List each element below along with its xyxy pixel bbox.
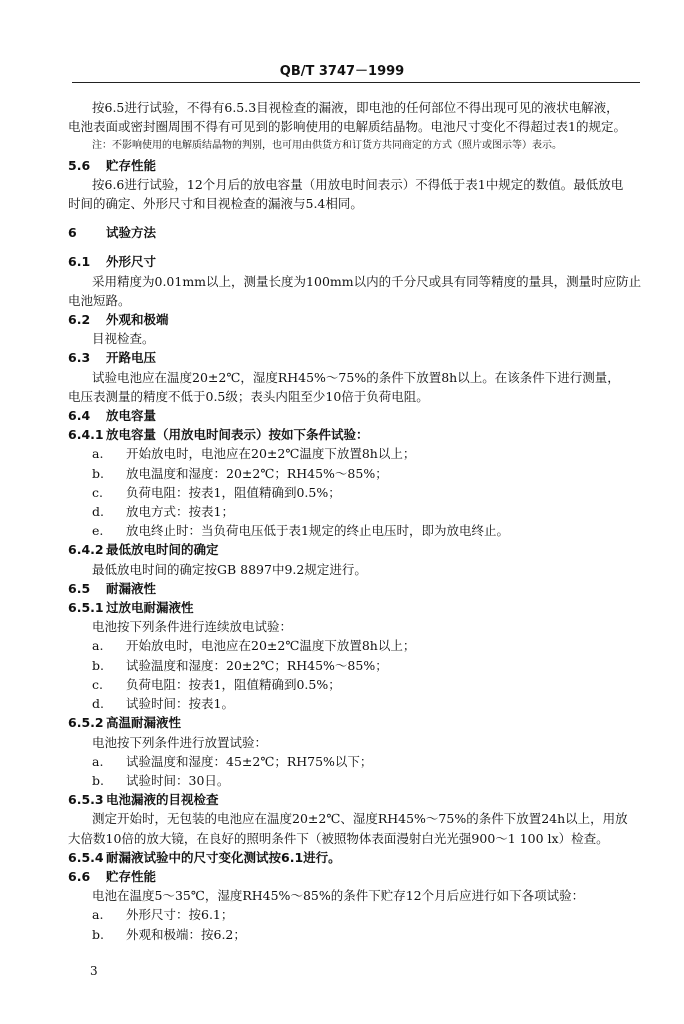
paragraph-line: 目视检查。 bbox=[92, 331, 155, 347]
list-item-text: 放电终止时：当负荷电压低于表1规定的终止电压时，即为放电终止。 bbox=[126, 523, 509, 539]
list-item bbox=[68, 925, 658, 944]
section-title: 放电容量 bbox=[106, 408, 157, 424]
section-number: 6.5 bbox=[68, 580, 91, 596]
note-text: 注：不影响使用的电解质结晶物的判别，也可用由供货方和订货方共同商定的方式（照片或图示等）表示。 bbox=[92, 140, 562, 152]
list-item bbox=[68, 502, 658, 521]
section-number: 6 bbox=[68, 225, 77, 241]
section-number: 6.5.2 bbox=[68, 715, 104, 731]
section-title: 外形尺寸 bbox=[106, 254, 157, 270]
list-marker: b. bbox=[92, 926, 104, 942]
section-heading bbox=[68, 598, 658, 617]
list-item-text: 负荷电阻：按表1，阻值精确到0.5%； bbox=[126, 484, 341, 500]
list-item bbox=[68, 771, 658, 790]
section-heading bbox=[68, 223, 658, 242]
list-item bbox=[68, 675, 658, 694]
section-number: 5.6 bbox=[68, 157, 91, 173]
list-item-text: 试验温度和湿度：20±2℃；RH45%～85%； bbox=[126, 657, 388, 673]
section-number: 6.5.4 bbox=[68, 849, 104, 865]
page-number: 3 bbox=[90, 964, 98, 978]
list-item-text: 试验温度和湿度：45±2℃；RH75%以下； bbox=[126, 753, 373, 769]
section-heading bbox=[68, 310, 658, 329]
standard-code-header: QB/T 3747－1999 bbox=[279, 64, 405, 79]
list-item bbox=[68, 636, 658, 655]
list-item bbox=[68, 444, 658, 463]
list-marker: c. bbox=[92, 484, 103, 500]
section-heading bbox=[68, 867, 658, 886]
list-marker: a. bbox=[92, 446, 104, 462]
section-number: 6.5.1 bbox=[68, 600, 104, 616]
list-item-text: 外观和极端：按6.2； bbox=[126, 926, 246, 942]
section-number: 6.1 bbox=[68, 254, 91, 270]
spacer bbox=[68, 213, 658, 223]
section-title: 试验方法 bbox=[106, 225, 157, 241]
section-title: 耐漏液试验中的尺寸变化测试按6.1进行。 bbox=[106, 849, 341, 865]
list-marker: b. bbox=[92, 657, 104, 673]
section-heading bbox=[68, 790, 658, 809]
paragraph-line: 电压表测量的精度不低于0.5级；表头内阻至少10倍于负荷电阻。 bbox=[68, 388, 429, 404]
section-title: 外观和极端 bbox=[106, 312, 169, 328]
list-item bbox=[68, 521, 658, 540]
paragraph-line: 最低放电时间的确定按GB 8897中9.2规定进行。 bbox=[92, 561, 367, 577]
section-heading bbox=[68, 425, 658, 444]
paragraph-line: 测定开始时，无包装的电池应在温度20±2℃、湿度RH45%～75%的条件下放置24h以上，用放 bbox=[92, 811, 628, 827]
list-item-text: 开始放电时，电池应在20±2℃温度下放置8h以上； bbox=[126, 638, 416, 654]
section-title: 贮存性能 bbox=[106, 157, 157, 173]
list-marker: a. bbox=[92, 638, 104, 654]
section-number: 6.4.1 bbox=[68, 427, 104, 443]
section-heading bbox=[68, 713, 658, 732]
paragraph-line: 电池在温度5～35℃，湿度RH45%～85%的条件下贮存12个月后应进行如下各项试验： bbox=[92, 888, 585, 904]
paragraph-line: 大倍数10倍的放大镜，在良好的照明条件下（被照物体表面漫射白光光强900～1 100 lx）检查。 bbox=[68, 830, 609, 846]
section-title: 放电容量（用放电时间表示）按如下条件试验： bbox=[106, 427, 369, 443]
section-number: 6.4 bbox=[68, 408, 91, 424]
list-marker: b. bbox=[92, 465, 104, 481]
paragraph-line: 电池表面或密封圈周围不得有可见到的影响使用的电解质结晶物。电池尺寸变化不得超过表1的规定。 bbox=[68, 119, 626, 135]
section-title: 电池漏液的目视检查 bbox=[106, 792, 219, 808]
list-item-text: 放电方式：按表1； bbox=[126, 504, 234, 520]
section-number: 6.5.3 bbox=[68, 792, 104, 808]
section-title: 贮存性能 bbox=[106, 868, 157, 884]
list-marker: e. bbox=[92, 523, 104, 539]
section-number: 6.3 bbox=[68, 350, 91, 366]
list-item-text: 外形尺寸：按6.1； bbox=[126, 907, 234, 923]
spacer bbox=[68, 242, 658, 252]
section-heading bbox=[68, 156, 658, 175]
paragraph-line: 电池短路。 bbox=[68, 292, 131, 308]
section-title: 最低放电时间的确定 bbox=[106, 542, 219, 558]
section-heading bbox=[68, 252, 658, 271]
header-divider bbox=[72, 82, 640, 83]
list-marker: a. bbox=[92, 907, 104, 923]
section-number: 6.6 bbox=[68, 868, 91, 884]
section-title: 高温耐漏液性 bbox=[106, 715, 182, 731]
list-marker: a. bbox=[92, 753, 104, 769]
paragraph-line: 按6.5进行试验，不得有6.5.3目视检查的漏液，即电池的任何部位不得出现可见的液状电解液， bbox=[92, 100, 619, 115]
section-heading bbox=[68, 848, 658, 867]
document-body bbox=[68, 98, 658, 944]
section-number: 6.4.2 bbox=[68, 542, 104, 558]
section-number: 6.2 bbox=[68, 312, 91, 328]
paragraph-line: 试验电池应在温度20±2℃，湿度RH45%～75%的条件下放置8h以上。在该条件下进行测量， bbox=[92, 369, 620, 385]
list-item-text: 开始放电时，电池应在20±2℃温度下放置8h以上； bbox=[126, 446, 416, 462]
list-item bbox=[68, 464, 658, 483]
section-title: 过放电耐漏液性 bbox=[106, 600, 194, 616]
list-item bbox=[68, 656, 658, 675]
list-marker: d. bbox=[92, 696, 104, 712]
list-marker: b. bbox=[92, 772, 104, 788]
list-item bbox=[68, 905, 658, 924]
list-marker: c. bbox=[92, 676, 103, 692]
paragraph-line: 电池按下列条件进行连续放电试验： bbox=[92, 619, 293, 635]
list-item bbox=[68, 752, 658, 771]
section-heading bbox=[68, 540, 658, 559]
list-item-text: 放电温度和湿度：20±2℃；RH45%～85%； bbox=[126, 465, 388, 481]
list-item-text: 试验时间：按表1。 bbox=[126, 696, 234, 712]
list-marker: d. bbox=[92, 504, 104, 520]
list-item bbox=[68, 694, 658, 713]
list-item-text: 负荷电阻：按表1，阻值精确到0.5%； bbox=[126, 676, 341, 692]
section-heading bbox=[68, 348, 658, 367]
section-title: 耐漏液性 bbox=[106, 580, 157, 596]
paragraph-line: 按6.6进行试验，12个月后的放电容量（用放电时间表示）不得低于表1中规定的数值。最低放电 bbox=[92, 176, 624, 192]
paragraph-line: 电池按下列条件进行放置试验： bbox=[92, 734, 268, 750]
list-item-text: 试验时间：30日。 bbox=[126, 772, 230, 788]
list-item bbox=[68, 483, 658, 502]
section-title: 开路电压 bbox=[106, 350, 157, 366]
section-heading bbox=[68, 579, 658, 598]
paragraph-line: 时间的确定、外形尺寸和目视检查的漏液与5.4相同。 bbox=[68, 196, 363, 212]
section-heading bbox=[68, 406, 658, 425]
paragraph-line: 采用精度为0.01mm以上，测量长度为100mm以内的千分尺或具有同等精度的量具，测量时应防止 bbox=[92, 273, 642, 289]
